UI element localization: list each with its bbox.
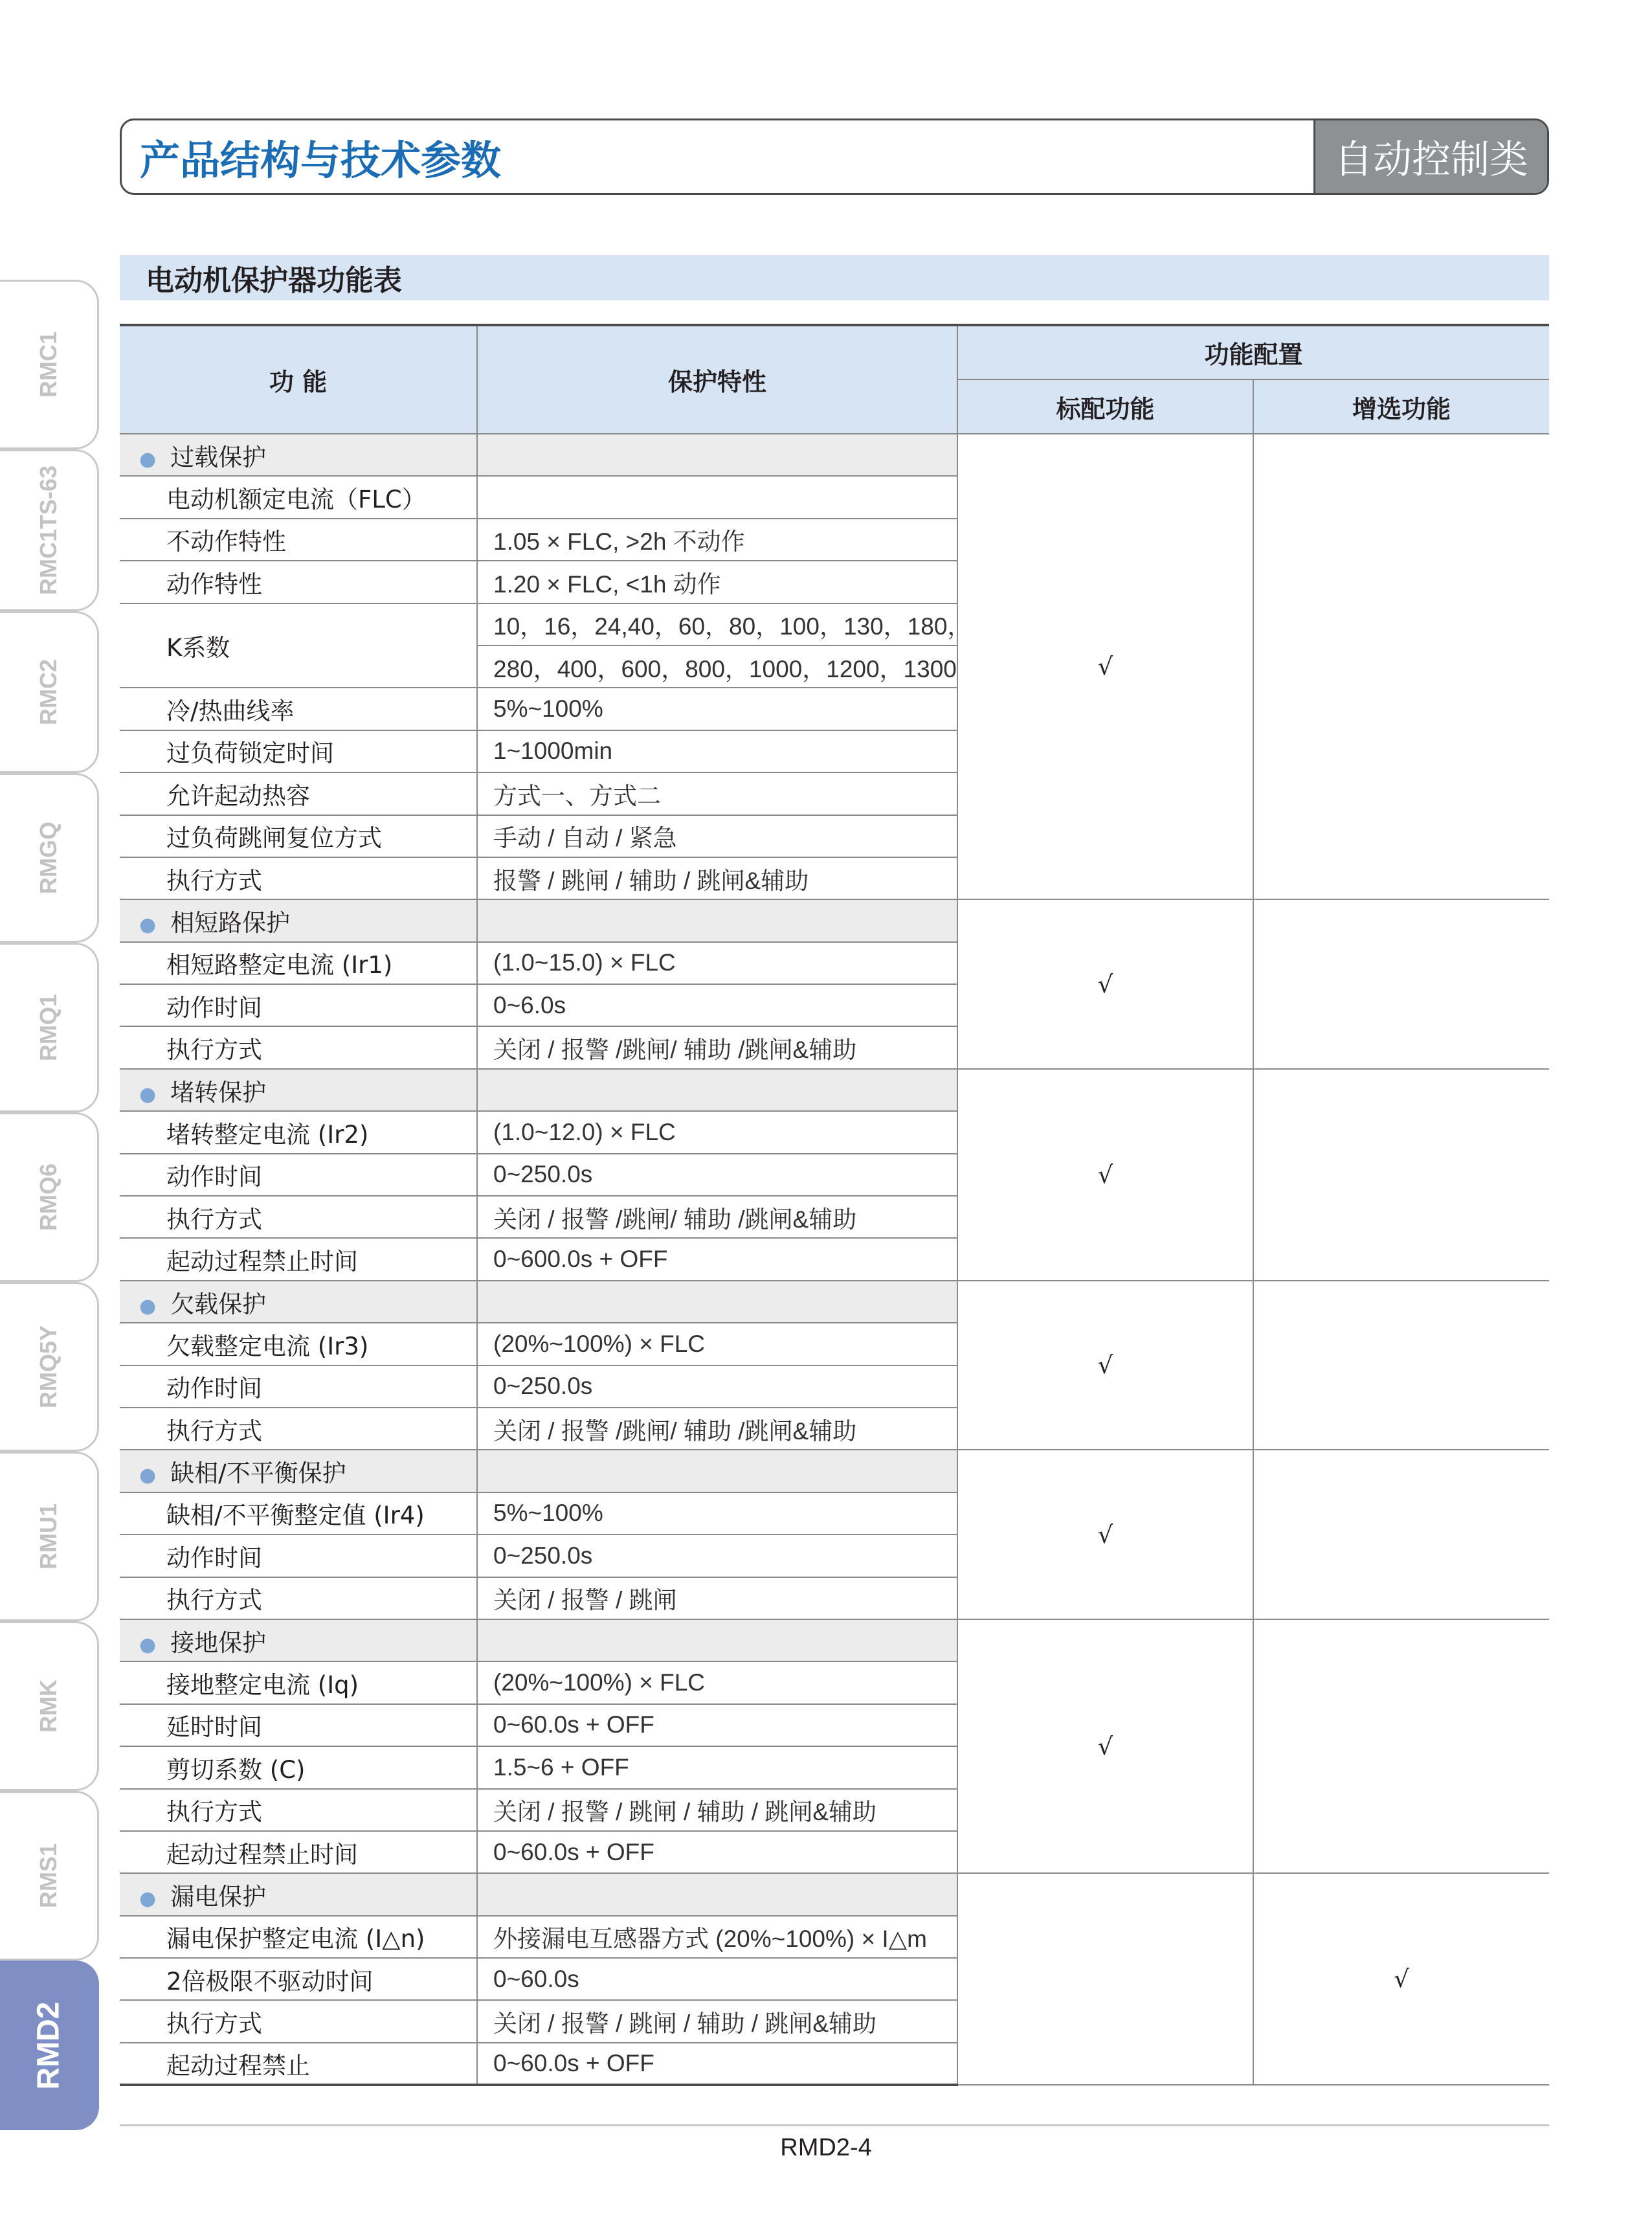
function-name: 执行方式 (120, 1408, 477, 1450)
function-name: 剪切系数 (C) (120, 1746, 477, 1788)
header-standard: 标配功能 (957, 379, 1253, 434)
side-tab-label: RMC2 (34, 658, 61, 726)
function-name: 执行方式 (120, 1026, 477, 1068)
function-name: K系数 (120, 603, 477, 688)
bullet-icon: ● (139, 1083, 157, 1106)
function-name: 执行方式 (120, 1789, 477, 1831)
function-name: 接地整定电流 (Iq) (120, 1661, 477, 1703)
side-tab-rmgq[interactable] (0, 773, 99, 943)
group-name: 堵转保护 (170, 1078, 267, 1107)
function-name: 欠载整定电流 (Ir3) (120, 1323, 477, 1365)
function-name: 过负荷跳闸复位方式 (120, 815, 477, 857)
header-function: 功 能 (120, 325, 477, 434)
bullet-icon: ● (139, 1464, 157, 1487)
side-tab-rmq5y[interactable] (0, 1282, 99, 1452)
table-row (120, 434, 1549, 476)
side-tab-rmc1ts-63[interactable] (0, 449, 99, 611)
side-tab-label: RMC1 (34, 331, 61, 398)
spec-value: 关闭 / 报警 /跳闸/ 辅助 /跳闸&辅助 (477, 1408, 957, 1450)
function-name: 允许起动热容 (120, 772, 477, 815)
footer-divider (120, 2124, 1549, 2126)
spec-value: 关闭 / 报警 / 跳闸 / 辅助 / 跳闸&辅助 (477, 1789, 957, 1831)
side-tab-rms1[interactable] (0, 1791, 99, 1961)
side-tab-rmq1[interactable] (0, 943, 99, 1112)
side-tab-rmk[interactable] (0, 1621, 99, 1791)
spec-value: 280，400，600，800，1000，1200，1300 (477, 646, 957, 688)
header-spec: 保护特性 (477, 325, 957, 434)
spec-value: 1.5~6 + OFF (477, 1746, 957, 1788)
spec-value: 5%~100% (477, 688, 957, 730)
function-name: 执行方式 (120, 1577, 477, 1619)
side-tab-rmq6[interactable] (0, 1112, 99, 1282)
spec-value: 0~250.0s (477, 1535, 957, 1577)
group-name-cell (120, 1619, 477, 1661)
spec-value: 关闭 / 报警 / 跳闸 / 辅助 / 跳闸&辅助 (477, 2000, 957, 2042)
side-tab-label: RMQ6 (34, 1163, 61, 1231)
function-name: 动作时间 (120, 1535, 477, 1577)
standard-check-cell: √ (957, 1619, 1253, 1873)
group-name: 欠载保护 (170, 1290, 267, 1318)
group-name: 相短路保护 (170, 908, 291, 937)
function-name: 执行方式 (120, 1196, 477, 1238)
function-name: 起动过程禁止时间 (120, 1238, 477, 1280)
function-table (120, 324, 1549, 2086)
category-label: 自动控制类 (1313, 120, 1547, 193)
function-name: 相短路整定电流 (Ir1) (120, 942, 477, 984)
spec-value (477, 476, 957, 518)
function-name: 动作时间 (120, 984, 477, 1026)
spec-value: 0~60.0s + OFF (477, 1704, 957, 1746)
spec-value: 0~6.0s (477, 984, 957, 1026)
group-name-cell (120, 1450, 477, 1492)
section-title: 电动机保护器功能表 (120, 255, 1549, 300)
table-row (120, 1619, 1549, 1661)
side-tab-label: RMQ5Y (35, 1325, 61, 1409)
bullet-icon: ● (139, 1294, 157, 1318)
bullet-icon: ● (139, 913, 157, 936)
spec-value: 方式一、方式二 (477, 772, 957, 815)
spec-cell (477, 1873, 957, 1915)
table-row (120, 1450, 1549, 1492)
table-row (120, 1069, 1549, 1111)
function-name: 过负荷锁定时间 (120, 730, 477, 772)
spec-value: 0~60.0s + OFF (477, 1831, 957, 1873)
spec-cell (477, 899, 957, 941)
spec-cell (477, 1069, 957, 1111)
function-name: 冷/热曲线率 (120, 688, 477, 730)
group-name-cell (120, 1873, 477, 1915)
function-name: 执行方式 (120, 857, 477, 899)
group-name: 缺相/不平衡保护 (170, 1459, 346, 1488)
page-title: 产品结构与技术参数 (140, 136, 502, 184)
side-tab-rmc2[interactable] (0, 611, 99, 773)
spec-value: 10，16，24,40，60，80，100，130，180， (477, 603, 957, 646)
optional-check-cell: √ (1253, 1873, 1549, 2085)
spec-value: 关闭 / 报警 /跳闸/ 辅助 /跳闸&辅助 (477, 1196, 957, 1238)
spec-value: 1.20 × FLC, <1h 动作 (477, 561, 957, 603)
spec-value: 关闭 / 报警 / 跳闸 (477, 1577, 957, 1619)
function-name: 动作特性 (120, 561, 477, 603)
optional-cell (1253, 1281, 1549, 1450)
spec-value: 1~1000min (477, 730, 957, 772)
group-name: 过载保护 (170, 443, 267, 471)
spec-value: 0~600.0s + OFF (477, 1238, 957, 1280)
side-tab-label: RMGQ (35, 822, 61, 894)
header-config: 功能配置 (957, 325, 1549, 379)
side-tab-label: RMU1 (34, 1503, 61, 1570)
table-row (120, 1873, 1549, 1915)
standard-check-cell: √ (957, 899, 1253, 1069)
function-name: 2倍极限不驱动时间 (120, 1958, 477, 2000)
side-tab-label: RMQ1 (34, 993, 61, 1062)
spec-value: 报警 / 跳闸 / 辅助 / 跳闸&辅助 (477, 857, 957, 899)
spec-value: (20%~100%) × FLC (477, 1661, 957, 1703)
optional-cell (1253, 1069, 1549, 1281)
page-header (120, 118, 1549, 195)
group-name-cell (120, 1281, 477, 1323)
function-name: 起动过程禁止 (120, 2043, 477, 2085)
optional-cell (1253, 1450, 1549, 1619)
spec-value: 0~60.0s (477, 1958, 957, 2000)
side-tab-label: RMS1 (35, 1843, 61, 1909)
spec-value: 关闭 / 报警 /跳闸/ 辅助 /跳闸&辅助 (477, 1026, 957, 1068)
spec-value: 0~60.0s + OFF (477, 2043, 957, 2085)
page-number: RMD2-4 (780, 2134, 872, 2161)
spec-cell (477, 1281, 957, 1323)
spec-value: 外接漏电互感器方式 (20%~100%) × I△m (477, 1916, 957, 1958)
side-tab-label: RMD2 (31, 2001, 66, 2090)
group-name-cell (120, 899, 477, 941)
bullet-icon: ● (139, 1633, 157, 1656)
standard-check-cell: √ (957, 1069, 1253, 1281)
function-name: 动作时间 (120, 1366, 477, 1408)
spec-value: 手动 / 自动 / 紧急 (477, 815, 957, 857)
function-name: 电动机额定电流（FLC） (120, 476, 477, 518)
group-name: 接地保护 (170, 1628, 267, 1657)
spec-cell (477, 1450, 957, 1492)
spec-value: (1.0~12.0) × FLC (477, 1111, 957, 1153)
standard-check-cell: √ (957, 1281, 1253, 1450)
bullet-icon: ● (139, 447, 157, 471)
spec-cell (477, 1619, 957, 1661)
group-name-cell (120, 1069, 477, 1111)
function-name: 堵转整定电流 (Ir2) (120, 1111, 477, 1153)
spec-value: 0~250.0s (477, 1366, 957, 1408)
group-name: 漏电保护 (170, 1882, 267, 1911)
spec-value: (20%~100%) × FLC (477, 1323, 957, 1365)
function-name: 起动过程禁止时间 (120, 1831, 477, 1873)
side-tab-label: RMK (34, 1680, 61, 1733)
bullet-icon: ● (139, 1887, 157, 1910)
standard-check-cell: √ (957, 434, 1253, 899)
function-name: 延时时间 (120, 1704, 477, 1746)
optional-cell (1253, 434, 1549, 899)
spec-value: 1.05 × FLC, >2h 不动作 (477, 519, 957, 561)
standard-check-cell: √ (957, 1450, 1253, 1619)
spec-value: 5%~100% (477, 1492, 957, 1535)
side-tab-rmd2[interactable] (0, 1961, 99, 2130)
function-name: 不动作特性 (120, 519, 477, 561)
table-row (120, 899, 1549, 941)
spec-value: (1.0~15.0) × FLC (477, 942, 957, 984)
header-optional: 增选功能 (1253, 379, 1549, 434)
side-tab-rmc1[interactable] (0, 280, 99, 449)
spec-cell (477, 434, 957, 476)
optional-cell (1253, 899, 1549, 1069)
side-tab-nav (0, 280, 100, 2131)
group-name-cell (120, 434, 477, 476)
side-tab-label: RMC1TS-63 (35, 465, 62, 596)
spec-value: 0~250.0s (477, 1154, 957, 1196)
function-name: 缺相/不平衡整定值 (Ir4) (120, 1492, 477, 1535)
side-tab-rmu1[interactable] (0, 1452, 99, 1621)
optional-cell (1253, 1619, 1549, 1873)
function-name: 漏电保护整定电流 (I△n) (120, 1916, 477, 1958)
standard-cell (957, 1873, 1253, 2085)
table-row (120, 1281, 1549, 1323)
function-name: 执行方式 (120, 2000, 477, 2042)
function-name: 动作时间 (120, 1154, 477, 1196)
